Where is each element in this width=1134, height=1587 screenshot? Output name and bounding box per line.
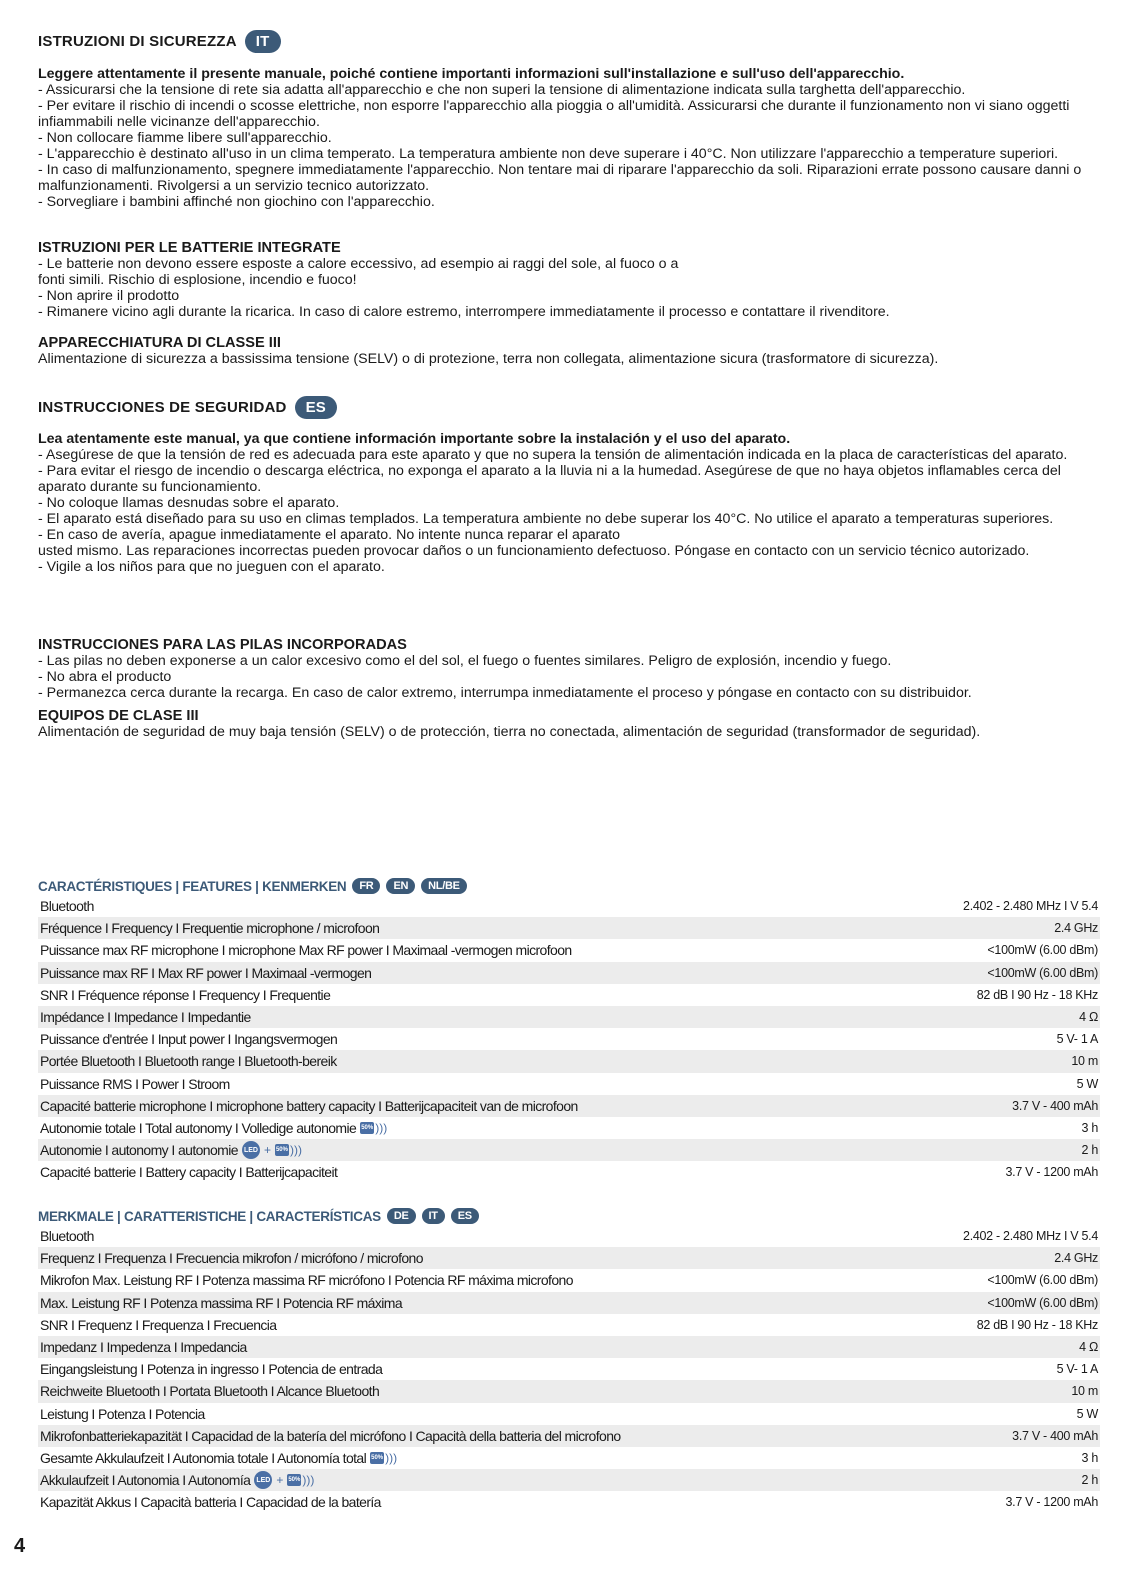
es-title-text: INSTRUCCIONES DE SEGURIDAD — [38, 399, 287, 416]
row-value: <100mW (6.00 dBm) — [987, 965, 1098, 980]
row-value: 5 V- 1 A — [1056, 1362, 1098, 1377]
row-value: <100mW (6.00 dBm) — [987, 1295, 1098, 1310]
row-label: Mikrofonbatteriekapazität I Capacidad de la batería del micrófono I Capacità della batteria del microfono — [40, 1427, 621, 1444]
row-label: Impédance I Impedance I Impedantie — [40, 1009, 251, 1026]
row-label-group — [40, 1120, 387, 1136]
row-value: 2.4 GHz — [1054, 1251, 1098, 1266]
row-label: Bluetooth — [40, 898, 94, 915]
es-line: - En caso de avería, apague inmediatamente el aparato. No intente nunca reparar el aparato — [38, 527, 621, 543]
row-label-group — [40, 1471, 314, 1489]
row-value: <100mW (6.00 dBm) — [987, 1273, 1098, 1288]
plus-sign: + — [276, 1473, 284, 1488]
table-row — [38, 1491, 1100, 1513]
it-line: - Non collocare fiamme libere sull'apparecchio. — [38, 130, 332, 146]
row-value: 10 m — [1071, 1054, 1098, 1069]
it-battery-line: - Non aprire il prodotto — [38, 288, 180, 304]
row-value: 4 Ω — [1079, 1010, 1098, 1025]
row-label: Impedanz I Impedenza I Impedancia — [40, 1339, 247, 1356]
table-row — [38, 1336, 1100, 1358]
row-value: 3.7 V - 400 mAh — [1012, 1098, 1098, 1113]
row-value: 3.7 V - 1200 mAh — [1005, 1165, 1098, 1180]
row-label: Puissance max RF microphone I microphone Max RF power I Maximaal -vermogen microfoon — [40, 942, 572, 959]
row-label: SNR I Frequenz I Frequenza I Frecuencia — [40, 1316, 277, 1333]
es-safety-block — [38, 431, 1100, 575]
es-line: - Para evitar el riesgo de incendio o descarga eléctrica, no exponga el aparato a la lluvia ni a la humedad. Asegúrese de que no haya objetos inflamables cerca del aparato durante su funcionamiento. — [38, 463, 1061, 495]
es-battery-block — [38, 637, 1100, 701]
table-row — [38, 1028, 1100, 1050]
table-row — [38, 1292, 1100, 1314]
features-title: MERKMALE | CARATTERISTICHE | CARACTERÍSTICAS — [38, 1208, 381, 1224]
table-row — [38, 917, 1100, 939]
speaker-icon-label: 50% — [370, 1452, 384, 1464]
es-line: - El aparato está diseñado para su uso en climas templados. La temperatura ambiente no debe superar los 40°C. No utilice el aparato a temperaturas superiores. — [38, 511, 1054, 527]
row-value: 5 V- 1 A — [1056, 1032, 1098, 1047]
row-label: Bluetooth — [40, 1228, 94, 1245]
es-line: usted mismo. Las reparaciones incorrectas pueden provocar daños o un funcionamiento defectuoso. Póngase en contacto con un servicio técnico autorizado. — [38, 543, 1030, 559]
row-label: Puissance max RF I Max RF power I Maximaal -vermogen — [40, 964, 372, 981]
it-battery-title: ISTRUZIONI PER LE BATTERIE INTEGRATE — [38, 240, 341, 256]
row-value: 5 W — [1076, 1076, 1098, 1091]
row-value: 2 h — [1081, 1143, 1098, 1158]
table-row — [38, 1050, 1100, 1072]
es-line: - Asegúrese de que la tensión de red es adecuada para este aparato y que no supera la tensión de alimentación indicada en la placa de características del aparato. — [38, 447, 1068, 463]
es-battery-title: INSTRUCCIONES PARA LAS PILAS INCORPORADAS — [38, 637, 407, 653]
table-row — [38, 1380, 1100, 1402]
row-label: Portée Bluetooth I Bluetooth range I Bluetooth-bereik — [40, 1053, 337, 1070]
speaker-icon: 50% ))) — [275, 1143, 302, 1158]
features-title: CARACTÉRISTIQUES | FEATURES | KENMERKEN — [38, 878, 347, 894]
row-label: Capacité batterie I Battery capacity I Batterijcapaciteit — [40, 1164, 338, 1181]
speaker-icon-label: 50% — [275, 1144, 289, 1156]
row-value: 2 h — [1081, 1473, 1098, 1488]
it-line: - In caso di malfunzionamento, spegnere immediatamente l'apparecchio. Non tentare mai di riparare l'apparecchio da soli. Riparazioni errate possono causare danni o malfunzionamenti. Rivolgersi a un servizio tecnico autorizzato. — [38, 162, 1082, 194]
it-battery-line: - Le batterie non devono essere esposte a calore eccessivo, ad esempio ai raggi del sole, al fuoco o a fonti simili. Rischio di esplosione, incendio e fuoco! — [38, 256, 679, 288]
it-safety-block — [38, 66, 1100, 210]
lang-badge-de: DE — [387, 1208, 416, 1224]
it-title-text: ISTRUZIONI DI SICUREZZA — [38, 33, 237, 50]
lang-badge-es: ES — [295, 396, 337, 419]
table-row — [38, 895, 1100, 917]
it-line: - Per evitare il rischio di incendi o scosse elettriche, non esporre l'apparecchio alla pioggia o all'umidità. Assicurarsi che durante il funzionamento non vi siano oggetti infiammabili nelle vicinanze dell'apparecchio. — [38, 98, 1070, 130]
table-row — [38, 962, 1100, 984]
es-section-title — [38, 396, 337, 419]
table-row — [38, 1073, 1100, 1095]
es-lead: Lea atentamente este manual, ya que contiene información importante sobre la instalación y el uso del aparato. — [38, 431, 791, 447]
row-label: Mikrofon Max. Leistung RF I Potenza massima RF micrófono I Potencia RF máxima microfono — [40, 1272, 573, 1289]
row-label: Autonomie I autonomy I autonomie — [40, 1142, 238, 1159]
table-row — [38, 1117, 1100, 1139]
table-row — [38, 1139, 1100, 1161]
lang-badge-es: ES — [451, 1208, 479, 1224]
row-value: 3.7 V - 1200 mAh — [1005, 1495, 1098, 1510]
row-value: 2.402 - 2.480 MHz I V 5.4 — [963, 899, 1098, 914]
row-label: Puissance RMS I Power I Stroom — [40, 1075, 230, 1092]
features-table-header — [38, 877, 1100, 895]
it-battery-block — [38, 240, 1100, 320]
table-row — [38, 1403, 1100, 1425]
row-value: 2.4 GHz — [1054, 921, 1098, 936]
features-table-de-it-es — [38, 1207, 1100, 1513]
lang-badge-en: EN — [386, 878, 415, 894]
es-class-block — [38, 708, 1100, 740]
es-line: - Vigile a los niños para que no jueguen con el aparato. — [38, 559, 385, 575]
it-battery-line: - Rimanere vicino agli durante la ricarica. In caso di calore estremo, interrompere immediatamente il processo e contattare il rivenditore. — [38, 304, 890, 320]
table-row — [38, 1006, 1100, 1028]
led-icon: LED — [254, 1471, 272, 1489]
lang-badge-nl: NL/BE — [421, 878, 467, 894]
table-row — [38, 1314, 1100, 1336]
table-row — [38, 1469, 1100, 1491]
it-lead: Leggere attentamente il presente manuale, poiché contiene importanti informazioni sull'installazione e sull'uso dell'apparecchio. — [38, 66, 905, 82]
row-value: 2.402 - 2.480 MHz I V 5.4 — [963, 1229, 1098, 1244]
es-line: - No coloque llamas desnudas sobre el aparato. — [38, 495, 340, 511]
lang-badge-fr: FR — [352, 878, 380, 894]
table-row — [38, 1358, 1100, 1380]
es-battery-line: - No abra el producto — [38, 669, 172, 685]
it-line: - L'apparecchio è destinato all'uso in un clima temperato. La temperatura ambiente non deve superare i 40°C. Non utilizzare l'apparecchio a temperature superiori. — [38, 146, 1059, 162]
row-label: Max. Leistung RF I Potenza massima RF I Potencia RF máxima — [40, 1294, 402, 1311]
page-number: 4 — [14, 1535, 26, 1557]
speaker-icon-label: 50% — [287, 1474, 301, 1486]
speaker-icon: 50% ))) — [361, 1120, 388, 1135]
lang-badge-it: IT — [245, 30, 281, 53]
row-label: Fréquence I Frequency I Frequentie microphone / microfoon — [40, 920, 380, 937]
row-label: Puissance d'entrée I Input power I Ingangsvermogen — [40, 1031, 338, 1048]
row-value: 3 h — [1081, 1450, 1098, 1465]
speaker-icon: 50% ))) — [288, 1473, 315, 1488]
table-row — [38, 1161, 1100, 1183]
it-section-title — [38, 30, 281, 53]
row-label-group — [40, 1141, 302, 1159]
table-row — [38, 1425, 1100, 1447]
it-class-block — [38, 335, 1100, 367]
es-battery-line: - Permanezca cerca durante la recarga. En caso de calor extremo, interrumpa inmediatamente el proceso y póngase en contacto con su distribuidor. — [38, 685, 972, 701]
speaker-icon-label: 50% — [360, 1122, 374, 1134]
plus-sign: + — [263, 1143, 271, 1158]
table-row — [38, 1447, 1100, 1469]
row-label: Frequenz I Frequenza I Frecuencia mikrofon / micrófono / microfono — [40, 1250, 423, 1267]
speaker-icon: 50% ))) — [371, 1450, 398, 1465]
table-row — [38, 1269, 1100, 1291]
features-rows — [38, 1225, 1100, 1513]
table-row — [38, 1247, 1100, 1269]
table-row — [38, 939, 1100, 961]
row-label: SNR I Fréquence réponse I Frequency I Frequentie — [40, 986, 331, 1003]
table-row — [38, 984, 1100, 1006]
row-label: Akkulaufzeit I Autonomia I Autonomía — [40, 1472, 251, 1489]
row-label: Capacité batterie microphone I microphone battery capacity I Batterijcapaciteit van de microfoon — [40, 1097, 578, 1114]
it-line: - Assicurarsi che la tensione di rete sia adatta all'apparecchio e che non superi la tensione di alimentazione indicata sulla targhetta dell'apparecchio. — [38, 82, 966, 98]
table-row — [38, 1095, 1100, 1117]
features-table-fr-en-nl — [38, 877, 1100, 1183]
row-label-group — [40, 1450, 397, 1466]
es-battery-line: - Las pilas no deben exponerse a un calor excesivo como el del sol, el fuego o fuentes similares. Peligro de explosión, incendio y fuego. — [38, 653, 892, 669]
lang-badge-it: IT — [422, 1208, 445, 1224]
row-value: 3.7 V - 400 mAh — [1012, 1428, 1098, 1443]
row-label: Gesamte Akkulaufzeit I Autonomia totale I Autonomía total — [40, 1449, 367, 1466]
it-class-text: Alimentazione di sicurezza a bassissima tensione (SELV) o di protezione, terra non collegata, alimentazione sicura (trasformatore di sicurezza). — [38, 351, 939, 367]
row-label: Reichweite Bluetooth I Portata Bluetooth I Alcance Bluetooth — [40, 1383, 380, 1400]
row-value: 82 dB I 90 Hz - 18 KHz — [976, 1317, 1098, 1332]
row-value: 10 m — [1071, 1384, 1098, 1399]
it-class-title: APPARECCHIATURA DI CLASSE III — [38, 335, 281, 351]
row-value: 3 h — [1081, 1120, 1098, 1135]
row-value: 5 W — [1076, 1406, 1098, 1421]
features-table-header — [38, 1207, 1100, 1225]
es-class-text: Alimentación de seguridad de muy baja tensión (SELV) o de protección, tierra no conectada, alimentación de seguridad (transformador de seguridad). — [38, 724, 981, 740]
row-label: Autonomie totale I Total autonomy I Volledige autonomie — [40, 1119, 357, 1136]
features-rows — [38, 895, 1100, 1183]
row-value: 82 dB I 90 Hz - 18 KHz — [976, 987, 1098, 1002]
it-line: - Sorvegliare i bambini affinché non giochino con l'apparecchio. — [38, 194, 435, 210]
row-value: 4 Ω — [1079, 1340, 1098, 1355]
row-value: <100mW (6.00 dBm) — [987, 943, 1098, 958]
row-label: Leistung I Potenza I Potencia — [40, 1405, 205, 1422]
row-label: Eingangsleistung I Potenza in ingresso I Potencia de entrada — [40, 1361, 383, 1378]
table-row — [38, 1225, 1100, 1247]
es-class-title: EQUIPOS DE CLASE III — [38, 708, 199, 724]
row-label: Kapazität Akkus I Capacità batteria I Capacidad de la batería — [40, 1494, 381, 1511]
led-icon: LED — [242, 1141, 260, 1159]
